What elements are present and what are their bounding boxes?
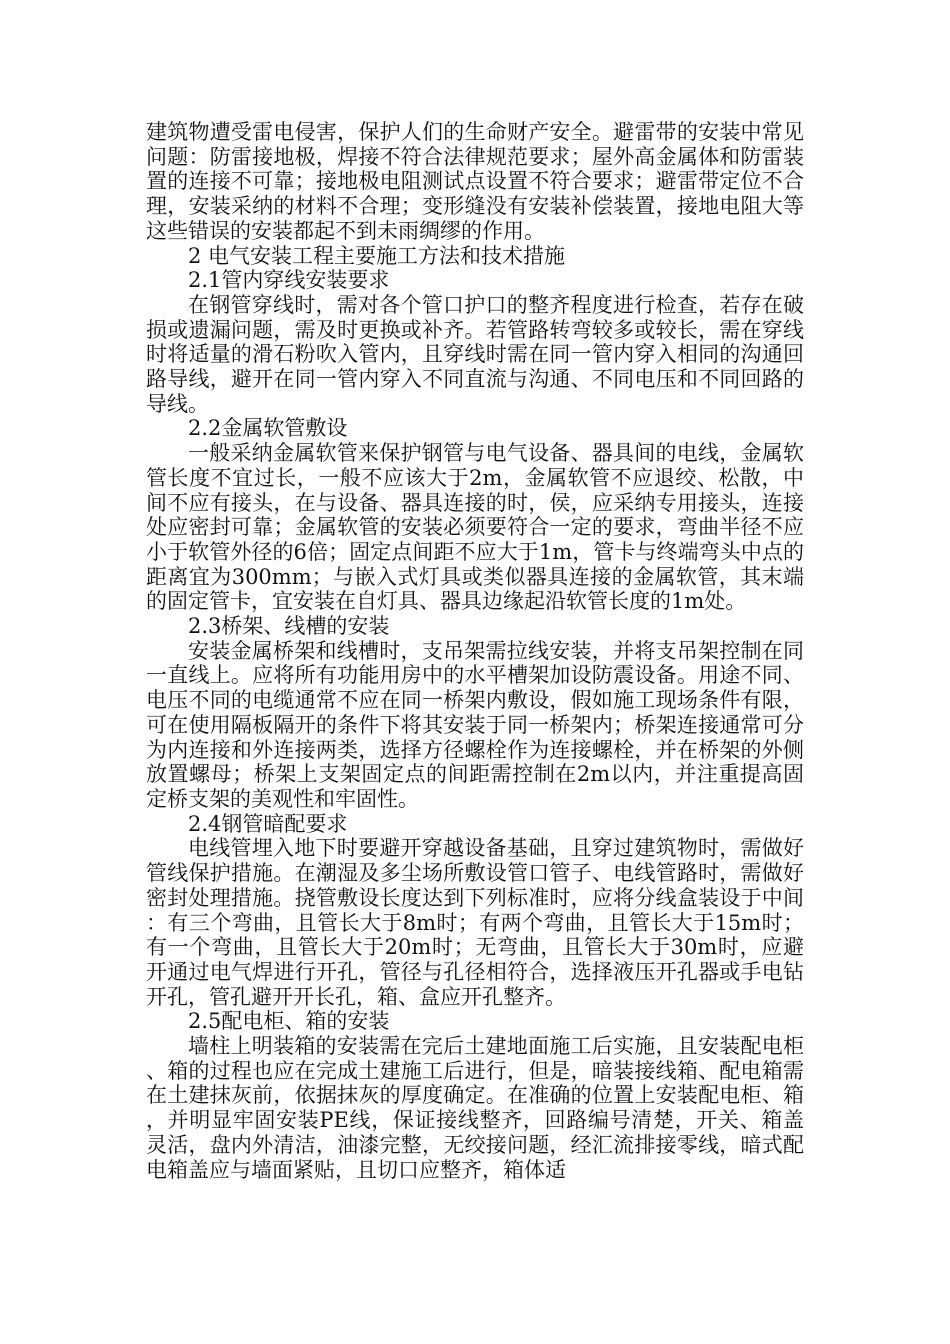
subsection-heading-2-3: 2.3桥架、线槽的安装: [188, 614, 390, 639]
paragraph-2-3: 安装金属桥架和线槽时，支吊架需拉线安装，并将支吊架控制在同一直线上。应将所有功能用房中的水平槽架加设防震设备。用途不同、电压不同的电缆通常不应在同一桥架内敷设，假如施工现场条件有限，可在使用隔板隔开的条件下将其安装于同一桥架内；桥架连接通常可分为内连接和外连接两类，选择方径螺栓作为连接螺栓，并在桥架的外侧放置螺母；桥架上支架固定点的间距需控制在2m以内，并注重提高固定桥支架的美观性和牢固性。: [146, 638, 804, 811]
paragraph-2-2: 一般采纳金属软管来保护钢管与电气设备、器具间的电线，金属软管长度不宜过长，一般不应该大于2m，金属软管不应退绞、松散，中间不应有接头，在与设备、器具连接的时，侯，应采纳专用接头，连接处应密封可靠；金属软管的安装必须要符合一定的要求，弯曲半径不应小于软管外径的6倍；固定点间距不应大于1m，管卡与终端弯头中点的距离宜为300mm；与嵌入式灯具或类似器具连接的金属软管，其末端的固定管卡，宜安装在自灯具、器具边缘起沿软管长度的1m处。: [146, 441, 804, 614]
subsection-heading-2-1: 2.1管内穿线安装要求: [188, 268, 390, 293]
subsection-heading-2-2: 2.2金属软管敷设: [188, 416, 348, 441]
paragraph-2-5: 墙柱上明装箱的安装需在完后土建地面施工后实施，且安装配电柜、箱的过程也应在完成土建施工后进行，但是，暗装接线箱、配电箱需在土建抹灰前，依据抹灰的厚度确定。在准确的位置上安装配电柜、箱，并明显牢固安装PE线，保证接线整齐，回路编号清楚，开关、箱盖灵活，盘内外清洁，油漆完整，无绞接问题，经汇流排接零线，暗式配电箱盖应与墙面紧贴，且切口应整齐，箱体适: [146, 1034, 804, 1182]
subsection-heading-2-4: 2.4钢管暗配要求: [188, 811, 348, 836]
paragraph-lightning-protection: 建筑物遭受雷电侵害，保护人们的生命财产安全。避雷带的安装中常见问题：防雷接地极，焊接不符合法律规范要求；屋外高金属体和防雷装置的连接不可靠；接地极电阻测试点设置不符合要求；避雷带定位不合理，安装采纳的材料不合理；变形缝没有安装补偿装置，接地电阻大等这些错误的安装都起不到未雨绸缪的作用。: [146, 120, 804, 243]
paragraph-2-1: 在钢管穿线时，需对各个管口护口的整齐程度进行检查，若存在破损或遗漏问题，需及时更换或补齐。若管路转弯较多或较长，需在穿线时将适量的滑石粉吹入管内，且穿线时需在同一管内穿入相同的沟通回路导线，避开在同一管内穿入不同直流与沟通、不同电压和不同回路的导线。: [146, 292, 804, 416]
section-heading-2: 2 电气安装工程主要施工方法和技术措施: [188, 243, 566, 268]
subsection-heading-2-5: 2.5配电柜、箱的安装: [188, 1009, 390, 1034]
document-page: [146, 120, 804, 1182]
paragraph-2-4: 电线管埋入地下时要避开穿越设备基础，且穿过建筑物时，需做好管线保护措施。在潮湿及多尘场所敷设管口管子、电线管路时，需做好密封处理措施。挠管敷设长度达到下列标准时，应将分线盒装设于中间：有三个弯曲，且管长大于8m时；有两个弯曲，且管长大于15m时；有一个弯曲，且管长大于20m时；无弯曲，且管长大于30m时，应避开通过电气焊进行开孔，管径与孔径相符合，选择液压开孔器或手电钻开孔，管孔避开开长孔，箱、盒应开孔整齐。: [146, 836, 804, 1009]
